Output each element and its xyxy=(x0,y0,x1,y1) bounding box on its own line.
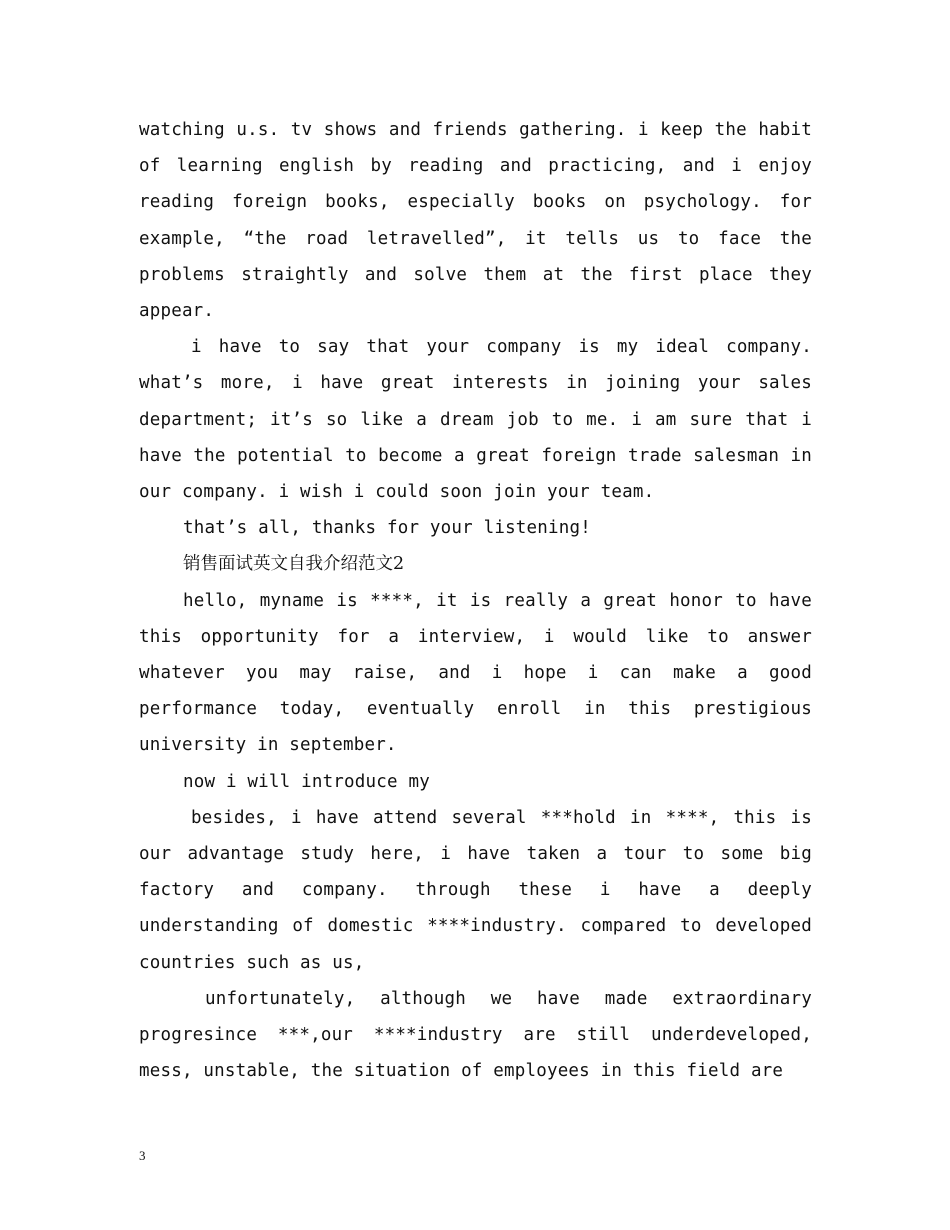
page-number: 3 xyxy=(139,1148,146,1163)
paragraph-6: besides, i have attend several ***hold in ****, this is our advantage study here, i have taken a tour to some big factory and company. through these i have a deeply understanding of domestic ****industry. compared to developed countries such as us, xyxy=(139,807,812,973)
paragraph-5: now i will introduce my xyxy=(183,771,430,792)
paragraph-4: hello, myname is ****, it is really a great honor to have this opportunity for a interview, i would like to answer whatever you may raise, and i hope i can make a good performance today, eventually enroll in this prestigious university in september. xyxy=(139,590,812,756)
paragraph-2: i have to say that your company is my ideal company. what’s more, i have great interests in joining your sales department; it’s so like a dream job to me. i am sure that i have the potential to become a great foreign trade salesman in our company. i wish i could soon join your team. xyxy=(139,337,812,503)
paragraph-7: unfortunately, although we have made extraordinary progresince ***,our ****industry are still underdeveloped, mess, unstable, the situation of employees in this field are xyxy=(139,988,812,1082)
section-heading: 销售面试英文自我介绍范文2 xyxy=(183,554,405,575)
paragraph-3: that’s all, thanks for your listening! xyxy=(183,518,591,539)
document-page xyxy=(139,112,812,1089)
paragraph-1: watching u.s. tv shows and friends gathering. i keep the habit of learning english by reading and practicing, and i enjoy reading foreign books, especially books on psychology. for example, “the road letravelled”, it tells us to face the problems straightly and solve them at the first place they appear. xyxy=(139,120,812,322)
